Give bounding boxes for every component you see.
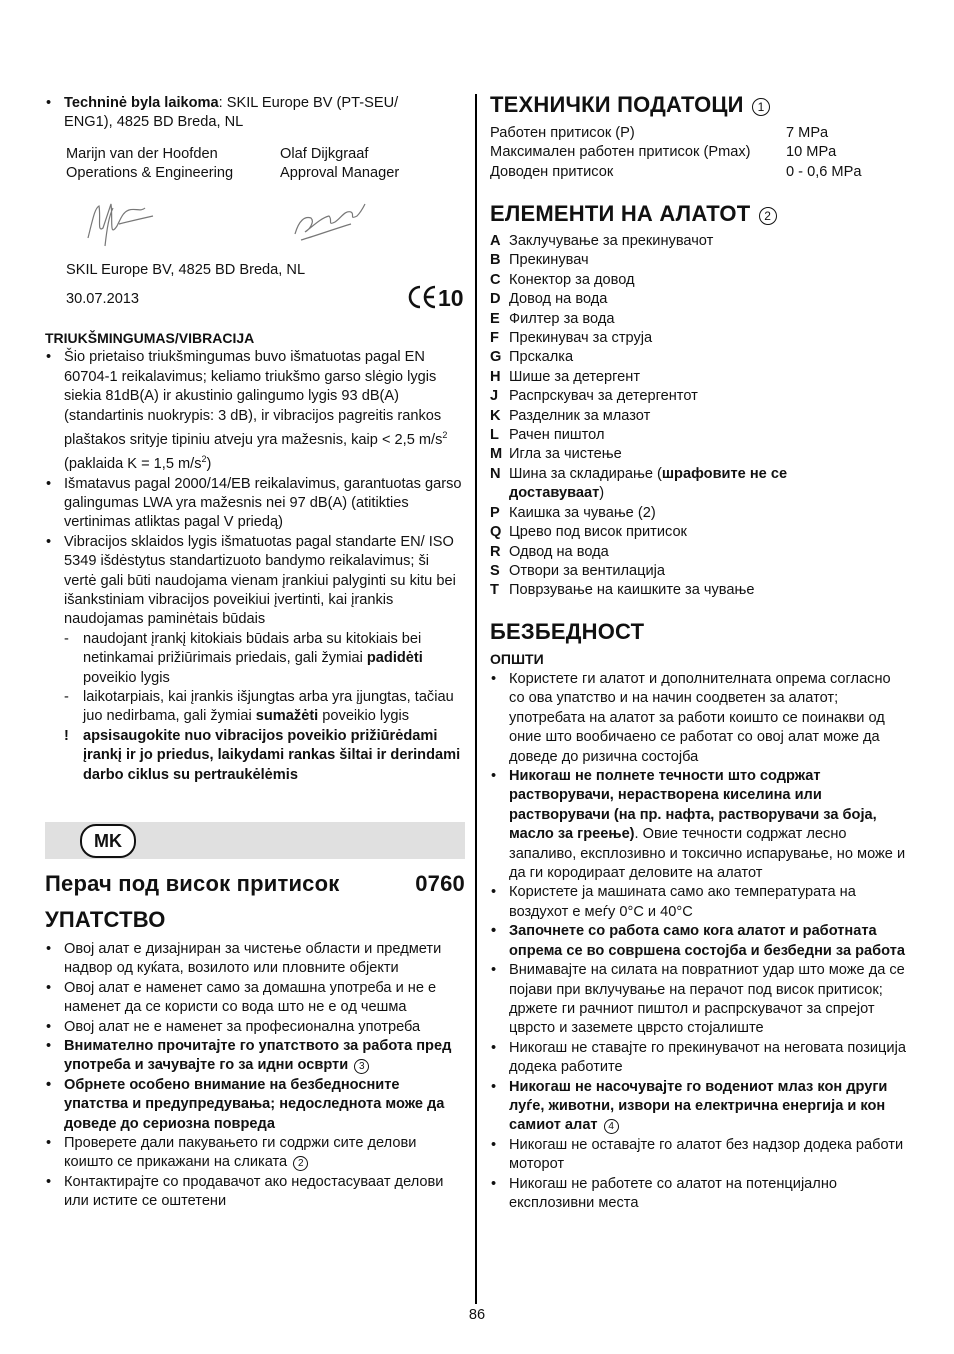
product-code: 0760: [415, 871, 465, 896]
list-item: R Одвод на вода: [490, 543, 609, 560]
figure-ref-icon: 4: [604, 1119, 619, 1134]
list-item: • Овој алат не е наменет за професионална употреба: [45, 1018, 460, 1037]
column-divider: [475, 94, 477, 1304]
list-item: B Прекинувач: [490, 252, 589, 269]
safety-heading: БЕЗБЕДНОСТ: [490, 619, 645, 644]
ce-mark-image: [407, 284, 465, 310]
list-item: D Довод на вода: [490, 291, 608, 308]
list-item: • Започнете со работа само кога алатот и работната опрема се во совршена состојба и безбедни за работа: [490, 922, 908, 961]
list-item: • Išmatavus pagal 2000/14/EB reikalavimus, garantuotas garso galingumas LWA yra mažesnis nei 97 dB(A) (atitikties vertinimas atliktas pagal V priedą): [45, 475, 465, 533]
list-item: F Прекинувач за струја: [490, 330, 653, 347]
signature-2-image: [291, 200, 367, 244]
list-item: • Никогаш не насочувајте го водениот млаз кон други луѓе, животни, извори на електрична енергија и кон самиот алат 4: [490, 1078, 908, 1136]
list-item: • Проверете дали пакувањето ги содржи сите делови коишто се прикажани на сликата 2: [45, 1134, 460, 1173]
noise-section: [45, 329, 465, 785]
list-item: J Распрскувач за детергентот: [490, 388, 698, 405]
signer-role: Approval Manager: [280, 165, 400, 182]
tech-table: [490, 124, 861, 182]
list-item: • Овој алат е наменет само за домашна употреба и не е наменет да се користи со вода што не е од чешма: [45, 979, 460, 1018]
language-bar: [45, 822, 465, 859]
figure-ref-icon: 2: [293, 1156, 308, 1171]
list-item: • Никогаш не работете со алатот на потенцијално експлозивни места: [490, 1175, 908, 1214]
sub-item: - naudojant įrankį kitokiais būdais arba su kitokiais bei netinkamai prižiūrimais priedais, gali žymiai padidėti poveikio lygis: [64, 630, 423, 686]
figure-ref-icon: 2: [759, 207, 777, 225]
list-item: E Филтер за вода: [490, 310, 615, 327]
usage-list: [45, 940, 460, 1212]
table-row: Доводен притисок 0 - 0,6 MPa: [490, 163, 862, 180]
language-badge: MK: [80, 824, 136, 858]
list-item: • Никогаш не полнете течности што содржат растворувачи, нерастворена киселина или растворувачи (на пр. нафта, растворувачи за боја, масло за греење). Овие течности содржат лесно запаливо, експлозивно и токсично испарување, но може и да ги кородираат деловите на алатот: [490, 767, 908, 883]
list-item: • Користете ги алатот и дополнителната опрема согласно со ова упатство и на начин соодветен за алатот; употребата на алатот за работи коишто се поинакви од оние што вообичаено се работат со овој алат може да доведе до ризична состојба: [490, 670, 908, 767]
signer-role: Operations & Engineering: [66, 165, 234, 182]
safety-list: [490, 670, 908, 1213]
signer-name: Marijn van der Hoofden: [66, 146, 218, 162]
list-item: • Користете ја машината само ако температурата на воздухот е меѓу 0°C и 40°C: [490, 883, 908, 922]
noise-list: [45, 348, 465, 629]
noise-sublist: [45, 630, 465, 785]
company-address: SKIL Europe BV, 4825 BD Breda, NL: [66, 262, 306, 278]
figure-ref-icon: 1: [752, 98, 770, 116]
list-item: • Внимавајте на силата на повратниот удар што може да се појави при вклучување на перачот под висок притисок; држете ги рачниот пиштол и распрскувачот за спрејот цврсто и заземете цврсто стојалиште: [490, 961, 908, 1039]
signature-1-image: [83, 198, 163, 250]
list-item: • Никогаш не ставајте го прекинувачот на неговата позиција додека работите: [490, 1039, 908, 1078]
list-item: • Никогаш не оставајте го алатот без надзор додека работи моторот: [490, 1136, 908, 1175]
signer-1: [66, 145, 266, 184]
tech-heading: ТЕХНИЧКИ ПОДАТОЦИ 1: [490, 92, 770, 118]
sub-item: ! apsisaugokite nuo vibracijos poveikio prižiūrėdami įrankį ir jo priedus, laikydami rankas šiltai ir derindami darbo ciklus su pertraukėlėmis: [64, 727, 461, 783]
list-item: P Каишка за чување (2): [490, 504, 656, 521]
product-title: Перач под висок притисок: [45, 871, 340, 896]
page-number: 86: [468, 1307, 486, 1323]
table-row: Работен притисок (P) 7 MPa: [490, 125, 829, 141]
date: 30.07.2013: [66, 291, 140, 307]
list-item: M Игла за чистење: [490, 446, 622, 463]
list-item: S Отвори за вентилација: [490, 562, 666, 579]
list-item: • Šio prietaiso triukšmingumas buvo išmatuotas pagal EN 60704-1 reikalavimus; keliamo triukšmo garso slėgio lygis siekia 81dB(A) ir akustinio galingumo lygis 93 dB(A) (standartinis nuokrypis: 3 dB), ir vibracijos pagreitis rankos plaštakos srityje tipiniu atveju yra mažesnis, kaip < 2,5 $m/s^2$ (paklaida K = 1,5 $m/s^2$): [45, 348, 465, 474]
sub-item: - laikotarpiais, kai įrankis išjungtas arba yra įjungtas, tačiau juo nedirbama, gali žymiai sumažėti poveikio lygis: [64, 689, 454, 725]
list-item: Q Црево под висок притисок: [490, 524, 687, 541]
list-item: A Заклучување за прекинувачот: [490, 233, 714, 249]
table-row: Максимален работен притисок (Pmax) 10 MPa: [490, 144, 837, 161]
figure-ref-icon: 3: [354, 1059, 369, 1074]
list-item: • Обрнете особено внимание на безбедносните упатства и предупредувања; недоследнота може да доведе до сериозна повреда: [45, 1076, 460, 1134]
general-heading: ОПШТИ: [490, 651, 544, 667]
product-title-row: [45, 871, 465, 897]
list-item: • Овој алат е дизајниран за чистење области и предмети надвор од куќата, возилото или пловните објекти: [45, 940, 460, 979]
list-item: H Шише за детергент: [490, 368, 641, 385]
list-item: • Контактирајте со продавачот ако недостасуваат делови или истите се оштетени: [45, 1173, 460, 1212]
list-item: L Рачен пиштол: [490, 427, 605, 444]
list-item: C Конектор за довод: [490, 271, 635, 288]
list-item: K Разделник за млазот: [490, 407, 651, 424]
list-item: G Прскалка: [490, 349, 574, 366]
list-item: N Шина за складирање (шрафовите не се доставуваат): [490, 465, 788, 502]
parts-heading: ЕЛЕМЕНТИ НА АЛАТОТ 2: [490, 201, 777, 227]
signer-2: [280, 145, 470, 184]
signer-name: Olaf Dijkgraaf: [280, 146, 369, 162]
list-item: • Vibracijos sklaidos lygis išmatuotas pagal standarte EN/ ISO 5349 išdėstytus standartizuoto bandymo reikalavimus; ši vertė gali būti naudojama vienam įrankiui palyginti su kitu bei išankstiniam vibracijos poveikiui įvertinti, kai įrankis naudojamas paminėtais būdais: [45, 533, 465, 630]
usage-heading: УПАТСТВО: [45, 907, 166, 932]
list-item: • Внимателно прочитајте го упатството за работа пред употреба и зачувајте го за идни осврти 3: [45, 1037, 460, 1076]
svg-text:10: 10: [438, 285, 464, 310]
tech-file-item: • Techninė byla laikoma: SKIL Europe BV (PT-SEU/ ENG1), 4825 BD Breda, NL: [45, 94, 445, 133]
list-item: T Поврзување на каишките за чување: [490, 582, 755, 599]
noise-heading: TRIUKŠMINGUMAS/VIBRACIJA: [45, 330, 255, 346]
tech-file-list: [45, 94, 445, 133]
parts-list: [490, 232, 825, 601]
